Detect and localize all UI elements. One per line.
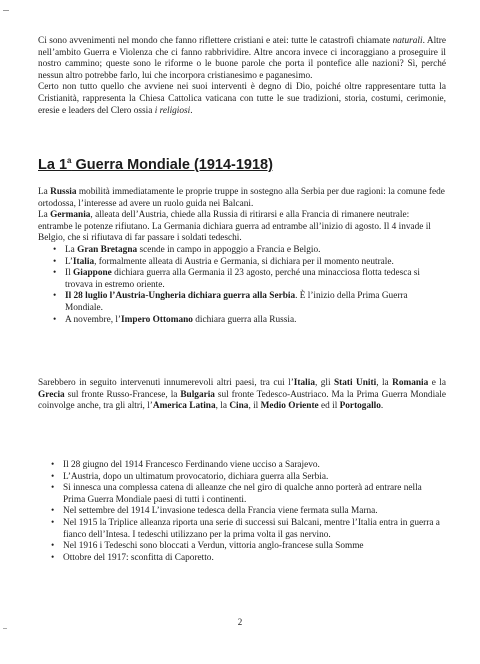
list-item: • Nel 1916 i Tedeschi sono bloccati a Verdun, vittoria anglo-francese sulla Somme: [46, 541, 446, 553]
text-span: Ci sono avvenimenti nel mondo che fanno riflettere cristiani e atei: tutte le catastrofi chiamate: [38, 36, 393, 46]
section-2: [38, 378, 446, 413]
bold-text: Grecia: [38, 389, 65, 400]
bold-text: Stati Uniti: [334, 378, 377, 388]
bold-text: Italia: [293, 378, 315, 388]
text-span: . È l’inizio della Prima Guerra Mondiale.: [65, 291, 408, 313]
bold-text: Gran Bretagna: [77, 244, 138, 255]
list-item: • Ottobre del 1917: sconfitta di Caporetto.: [46, 553, 446, 565]
intro-paragraph-2: [38, 82, 446, 117]
text-span: mobilità immediatamente le proprie truppe in sostegno alla Serbia per due ragioni: la comune fede ortodossa, l’interesse ad avere un ruolo guida nei Balcani.: [38, 187, 445, 209]
scan-mark: [3, 628, 7, 629]
heading-text: Guerra Mondiale (1914-1918): [71, 157, 273, 173]
scan-mark: [3, 10, 9, 11]
bold-text: Portogallo: [339, 401, 381, 412]
bold-text: Bulgaria: [180, 389, 215, 400]
text-span: ed il: [318, 401, 340, 412]
bold-text: Russia: [50, 187, 77, 197]
text-span: , formalmente alleata di Austria e Germania, si dichiara per il momento neutrale.: [94, 256, 394, 267]
list-item: • Il 28 giugno del 1914 Francesco Ferdinando viene ucciso a Sarajevo.: [46, 460, 446, 472]
text-span: Sarebbero in seguito intervenuti innumerevoli altri paesi, tra cui l’: [38, 378, 294, 388]
text-span: A novembre, l’: [65, 314, 122, 325]
text-span: dichiara guerra alla Russia.: [192, 314, 297, 325]
text-span: , il: [248, 401, 261, 412]
bold-text: Il 28 luglio l’Austria-Ungheria dichiara guerra alla Serbia: [65, 291, 296, 302]
paragraph-russia: [38, 187, 446, 210]
heading-text: La 1: [38, 157, 68, 173]
events-list: [48, 245, 446, 326]
page-number: 2: [237, 617, 243, 627]
paragraph-other-countries: [38, 378, 446, 413]
bold-text: Giappone: [73, 268, 112, 279]
list-item: [48, 257, 446, 269]
timeline-list: [46, 460, 446, 564]
text-span: , la: [376, 378, 393, 388]
text-span: La: [38, 210, 51, 221]
text-span: Certo non tutto quello che avviene nei suoi interventi è degno di Dio, poiché oltre rappresentare tutta la Cristianità, rappresenta la Chiesa Cattolica vaticana con tutte le sue tradizioni, storia, costumi, cerimonie, eresie e leaders del Clero ossia: [38, 82, 446, 116]
heading-superscript: a: [67, 156, 72, 165]
list-item: [48, 315, 446, 327]
text-span: dichiara guerra alla Germania il 23 agosto, perché una minacciosa flotta tedesca si trovava in estremo oriente.: [65, 268, 420, 290]
list-item: • L’Austria, dopo un ultimatum provocatorio, dichiara guerra alla Serbia.: [46, 472, 446, 484]
text-span: . Altre nell’ambito Guerra e Violenza che ci fanno rabbrividire. Altre ancora invece ci incoraggiano a proseguire il nostro cammino; queste sono le riforme o le buone parole che porta il pontefice alle nazioni? Sì, perché nessun altro potrebbe farlo, lui che incorpora cristianesimo e paganesimo.: [38, 36, 446, 81]
list-item: [48, 291, 446, 314]
text-span: , gli: [314, 378, 334, 388]
text-span: La: [38, 187, 51, 197]
intro-paragraph-1: [38, 36, 446, 82]
italic-text: naturali: [392, 36, 423, 46]
text-span: .: [380, 401, 384, 412]
list-item: • Nel 1915 la Triplice alleanza riporta una serie di successi sui Balcani, mentre l’Italia entra in guerra a fianco dell’Intesa. I tedeschi utilizzano per la prima volta il gas nervino.: [46, 518, 446, 541]
bold-text: Cina: [229, 401, 249, 412]
italic-text: i religiosi: [154, 105, 191, 116]
list-item: • Si innesca una complessa catena di alleanze che nel giro di qualche anno porterà ad entrare nella Prima Guerra Mondiale paesi di tutti i continenti.: [46, 483, 446, 506]
text-span: Il: [65, 268, 74, 279]
bold-text: Italia: [72, 256, 95, 267]
bold-text: Impero Ottomano: [121, 314, 193, 325]
bold-text: America Latina: [152, 401, 216, 412]
list-item: [48, 245, 446, 257]
text-span: e la: [428, 378, 446, 388]
intro-section: [38, 36, 446, 117]
bold-text: Germania: [50, 210, 91, 221]
list-item: [48, 268, 446, 291]
section-heading: [38, 156, 273, 173]
text-span: sul fronte Tedesco-Austriaco. Ma la Prima Guerra Mondiale coinvolge anche, tra gli altri, l’: [38, 389, 446, 412]
timeline-section: [38, 460, 446, 564]
paragraph-germania: [38, 210, 446, 245]
text-span: L’: [65, 256, 73, 267]
text-span: , alleata dell’Austria, chiede alla Russia di ritirarsi e alla Francia di rimanere neutrale: entrambe le potenze rifiutano. La Germania dichiara guerra ad entrambe all’inizio di agosto. Il 4 invade il Belgio, che si rifiutava di far passare i soldati tedeschi.: [38, 210, 431, 244]
text-span: scende in campo in appoggio a Francia e Belgio.: [137, 244, 321, 255]
list-item: • Nel settembre del 1914 L’invasione tedesca della Francia viene fermata sulla Marna.: [46, 506, 446, 518]
bold-text: Romania: [392, 378, 429, 388]
text-span: .: [190, 105, 193, 116]
bold-text: Medio Oriente: [260, 401, 319, 412]
text-span: , la: [215, 401, 230, 412]
text-span: La: [65, 244, 78, 255]
section-1: [38, 187, 446, 326]
text-span: sul fronte Russo-Francese, la: [64, 389, 181, 400]
